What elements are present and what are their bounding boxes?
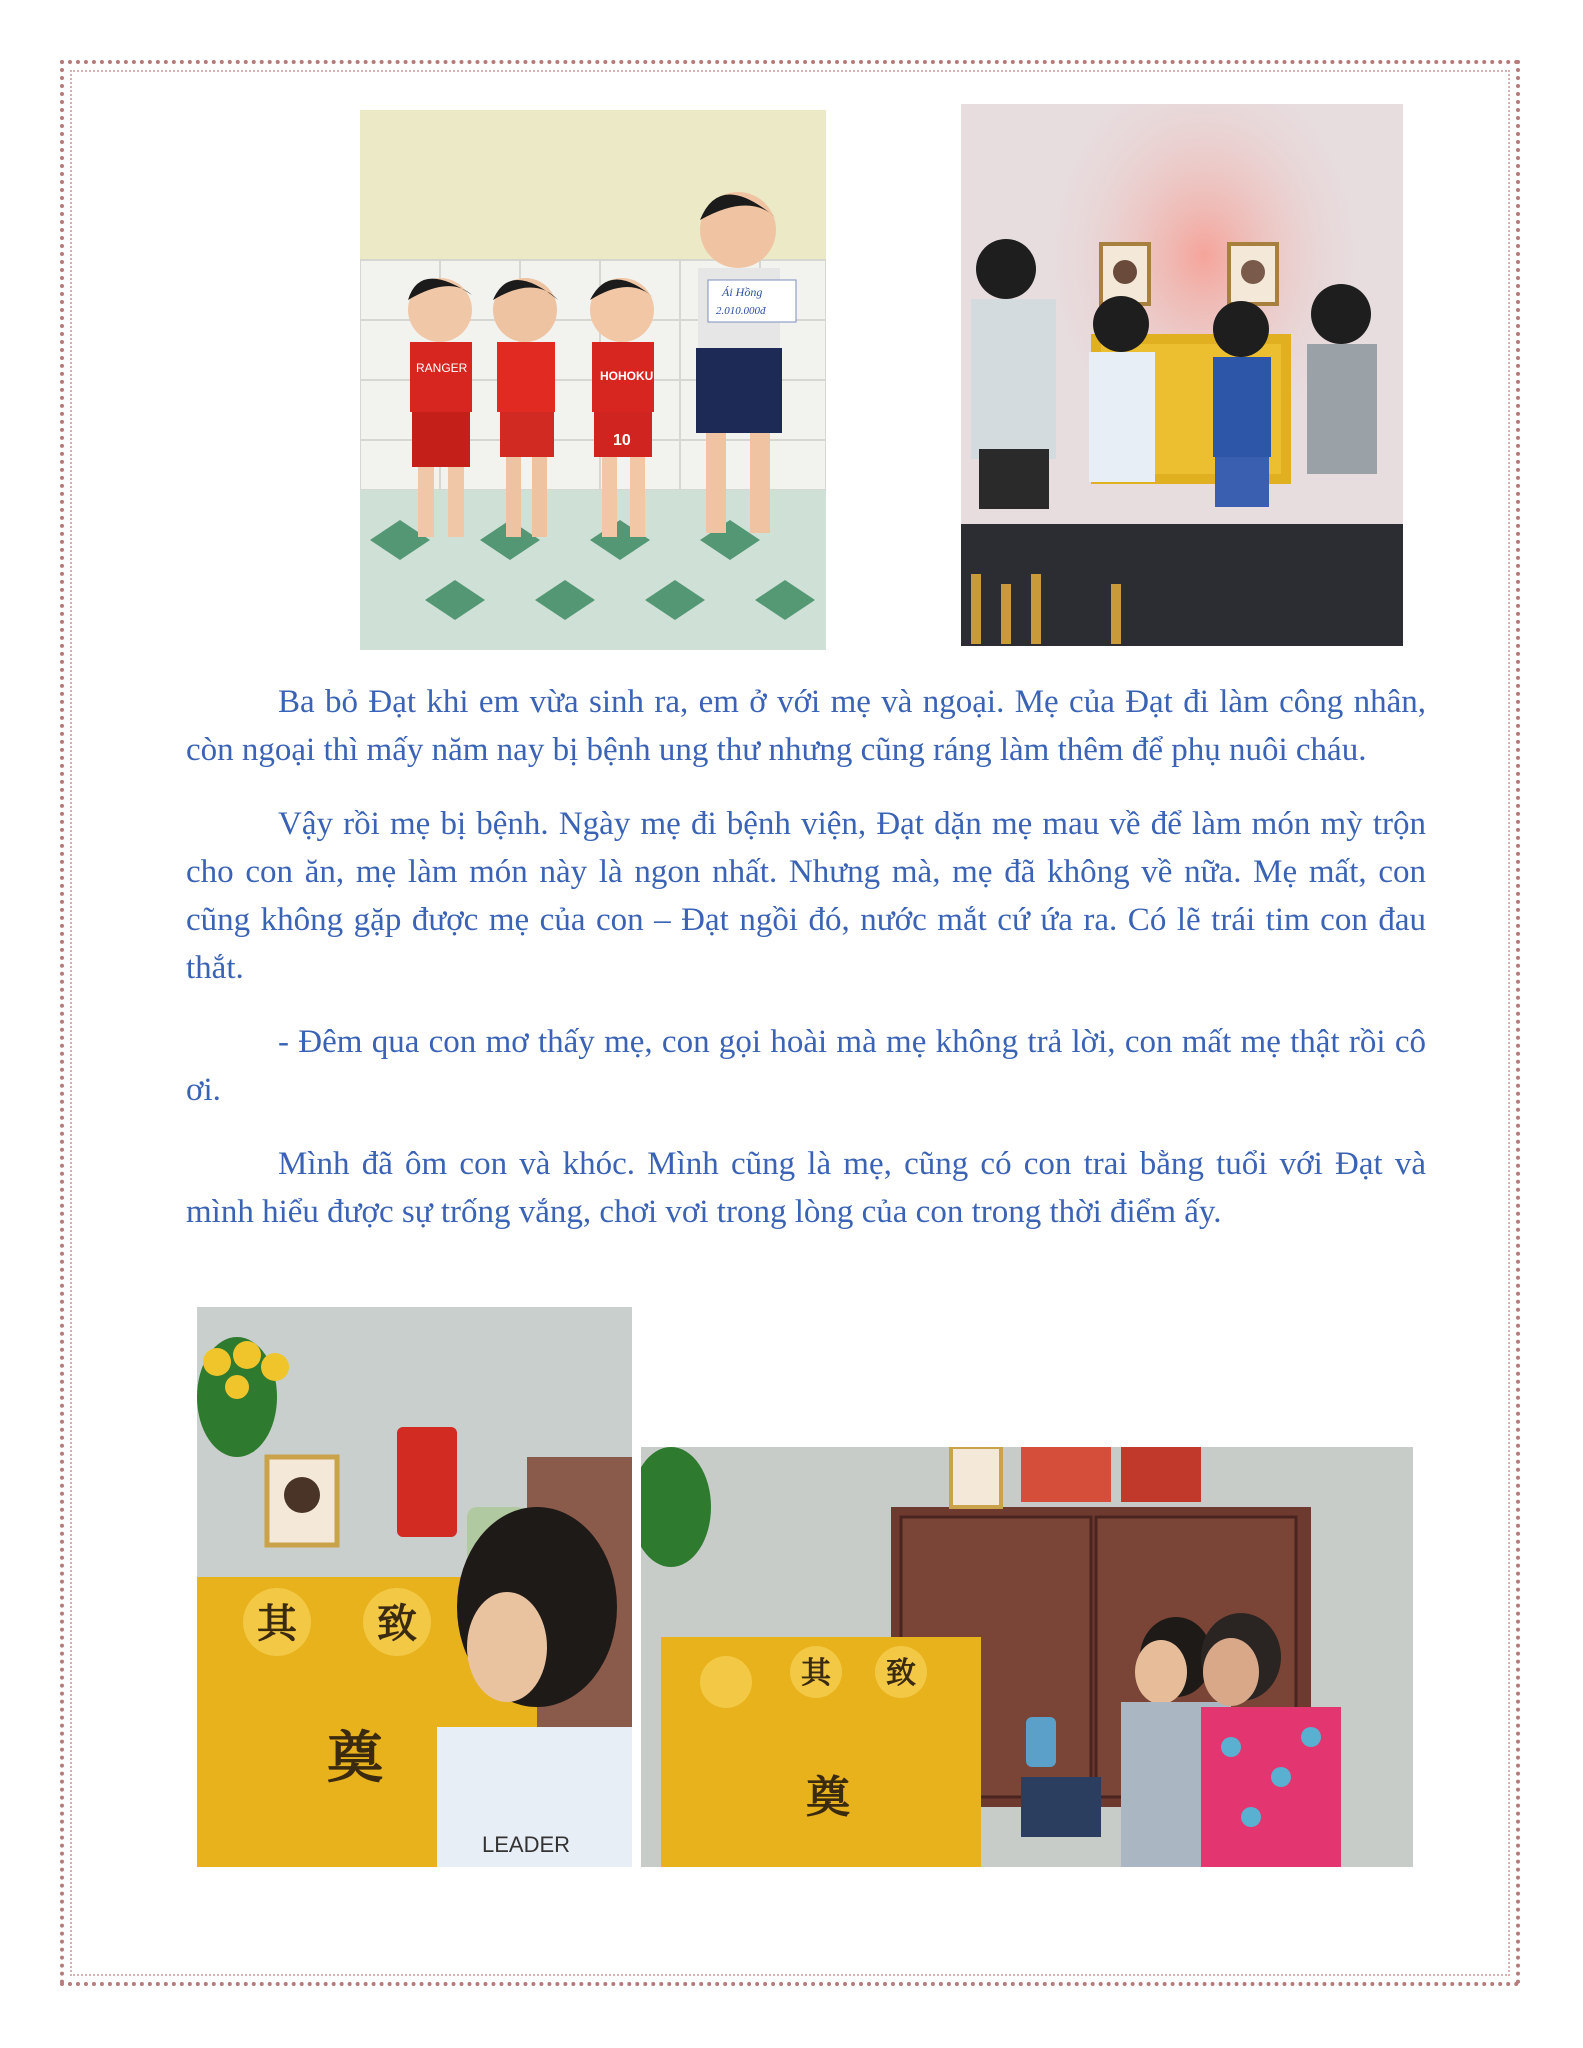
photo-boy-at-altar-image: [197, 1307, 632, 1867]
photo-boy-at-altar: [197, 1307, 632, 1867]
altar-char-2: 致: [377, 1600, 417, 1647]
paragraph-3: - Đêm qua con mơ thấy mẹ, con gọi hoài mà mẹ không trả lời, con mất mẹ thật rồi cô ơi.: [186, 1024, 1426, 1108]
photo-boy-and-grandmother-image: [641, 1447, 1413, 1867]
sign-amount: 2.010.000đ: [716, 305, 766, 317]
boy-shirt-text: LEADER: [482, 1832, 571, 1857]
photo-kids-at-altar: [961, 104, 1403, 646]
altar-char-1: 其: [257, 1600, 297, 1647]
shirt-text-ranger: RANGER: [416, 361, 468, 375]
photo-kids-at-altar-image: [961, 104, 1403, 646]
paragraph-1: Ba bỏ Đạt khi em vừa sinh ra, em ở với mẹ và ngoại. Mẹ của Đạt đi làm công nhân, còn ngoại thì mấy năm nay bị bệnh ung thư nhưng cũng ráng làm thêm để phụ nuôi cháu.: [186, 684, 1426, 768]
article-body: [186, 678, 1426, 1262]
altar-char-6: 奠: [806, 1772, 850, 1823]
altar-char-5: 致: [886, 1656, 916, 1691]
altar-char-3: 奠: [327, 1725, 383, 1791]
photo-kids-standing-image: [360, 110, 826, 650]
shirt-text-hohoku: HOHOKU: [600, 369, 654, 383]
paragraph-2: Vậy rồi mẹ bị bệnh. Ngày mẹ đi bệnh viện, Đạt dặn mẹ mau về để làm món mỳ trộn cho con ăn, mẹ làm món này là ngon nhất. Nhưng mà, mẹ đã không về nữa. Mẹ mất, con cũng không gặp được mẹ của con – Đạt ngồi đó, nước mắt cứ ứa ra. Có lẽ trái tim con đau thắt.: [186, 806, 1426, 986]
photo-boy-and-grandmother: [641, 1447, 1413, 1867]
shorts-number: 10: [613, 432, 631, 449]
sign-name: Ái Hồng: [722, 285, 763, 299]
photo-kids-standing: [360, 110, 826, 650]
altar-char-4: 其: [801, 1656, 831, 1691]
paragraph-4: Mình đã ôm con và khóc. Mình cũng là mẹ, cũng có con trai bằng tuổi với Đạt và mình hiểu được sự trống vắng, chơi vơi trong lòng của con trong thời điểm ấy.: [186, 1146, 1426, 1230]
